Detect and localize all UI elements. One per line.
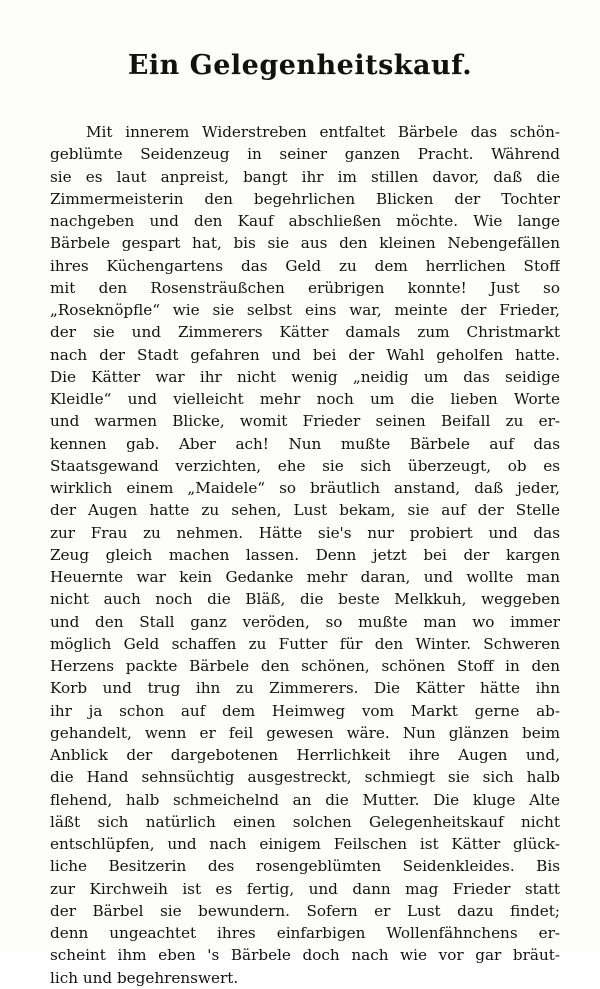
text-line: „Roseknöpfle“ wie sie selbst eins war, meinte der Frieder, [50,301,560,319]
text-line: gehandelt, wenn er feil gewesen wäre. Nun glänzen beim [50,723,560,742]
text-line: nachgeben und den Kauf abschließen möchte. Wie lange [50,212,560,230]
story-title: Ein Gelegenheitskauf. [127,50,473,81]
story-body [50,121,560,989]
text-line: nach der Stadt gefahren und bei der Wahl geholfen hatte. [50,345,560,364]
text-line: Die Kätter war ihr nicht wenig „neidig um das seidige [50,367,560,386]
text-line: der Bärbel sie bewundern. Sofern er Lust dazu findet; [50,901,560,920]
text-line: Zimmermeisterin den begehrlichen Blicken der Tochter [50,189,560,208]
text-line: und den Stall ganz veröden, so mußte man wo immer [50,612,560,631]
text-line: lich und begehrenswert. [50,968,239,987]
text-line: Zeug gleich machen lassen. Denn jetzt bei der kargen [50,545,560,564]
text-line: ihr ja schon auf dem Heimweg vom Markt gerne ab- [50,701,560,720]
text-line: sie es laut anpreist, bangt ihr im stillen davor, daß die [50,167,560,186]
text-line: zur Frau zu nehmen. Hätte sie's nur probiert und das [50,523,560,542]
text-line: ihres Küchengartens das Geld zu dem herrlichen Stoff [50,256,560,275]
text-line: mit den Rosensträußchen erübrigen konnte! Just so [50,278,560,297]
text-line: Mit innerem Widerstreben entfaltet Bärbele das schön- [86,123,560,141]
text-line: der Augen hatte zu sehen, Lust bekam, sie auf der Stelle [50,501,560,520]
text-line: kennen gab. Aber ach! Nun mußte Bärbele auf das [50,434,560,453]
text-line: der sie und Zimmerers Kätter damals zum Christmarkt [50,323,560,342]
text-line: Bärbele gespart hat, bis sie aus den kleinen Nebengefällen [50,234,560,253]
text-line: entschlüpfen, und nach einigem Feilschen ist Kätter glück- [50,835,560,853]
text-line: geblümte Seidenzeug in seiner ganzen Pracht. Während [50,145,560,164]
text-line: nicht auch noch die Bläß, die beste Melkkuh, weggeben [50,590,560,609]
text-line: Staatsgewand verzichten, ehe sie sich überzeugt, ob es [50,456,560,475]
text-line: zur Kirchweih ist es fertig, und dann mag Frieder statt [50,879,560,898]
text-line: wirklich einem „Maidele“ so bräutlich anstand, daß jeder, [50,479,560,497]
text-line: Anblick der dargebotenen Herrlichkeit ihre Augen und, [50,746,560,764]
text-line: liche Besitzerin des rosengeblümten Seidenkleides. Bis [50,857,560,876]
text-line: scheint ihm eben 's Bärbele doch nach wie vor gar bräut- [50,946,560,965]
text-line: Herzens packte Bärbele den schönen, schönen Stoff in den [50,657,560,675]
text-line: Heuernte war kein Gedanke mehr daran, und wollte man [50,568,560,586]
text-line: die Hand sehnsüchtig ausgestreckt, schmiegt sie sich halb [50,768,560,787]
text-line: flehend, halb schmeichelnd an die Mutter. Die kluge Alte [50,790,560,809]
text-line: Kleidle“ und vielleicht mehr noch um die lieben Worte [50,390,560,408]
text-line: und warmen Blicke, womit Frieder seinen Beifall zu er- [50,412,560,431]
text-line: möglich Geld schaffen zu Futter für den Winter. Schweren [50,634,560,653]
text-line: Korb und trug ihn zu Zimmerers. Die Kätter hätte ihn [50,679,560,698]
text-line: denn ungeachtet ihres einfarbigen Wollenfähnchens er- [50,924,560,942]
text-line: läßt sich natürlich einen solchen Gelegenheitskauf nicht [50,812,560,831]
